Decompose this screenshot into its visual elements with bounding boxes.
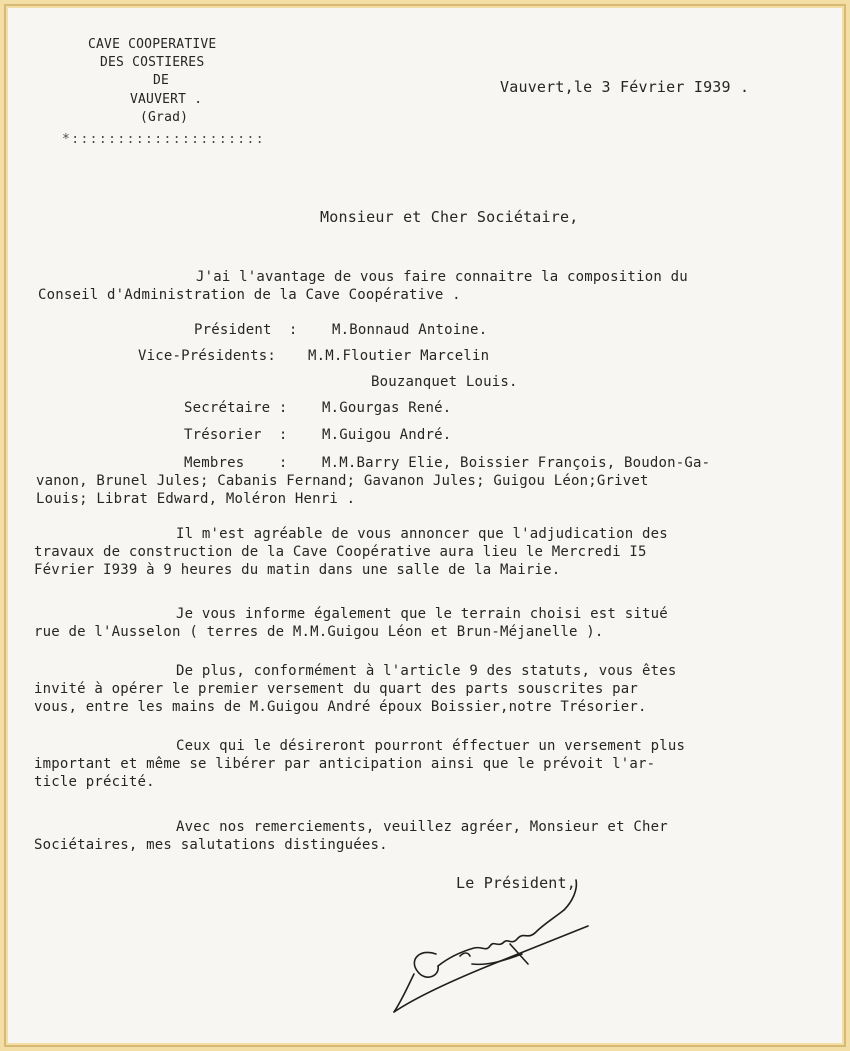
treasurer-name: M.Guigou André. — [322, 427, 452, 443]
sign-off: Le Président, — [456, 874, 576, 892]
versement-line-1: De plus, conformément à l'article 9 des statuts, vous êtes — [176, 663, 677, 679]
versement-line-2: invité à opérer le premier versement du quart des parts souscrites par — [34, 681, 639, 697]
vice-president-name-2: Bouzanquet Louis. — [371, 374, 518, 390]
signature-image — [378, 868, 598, 1018]
salutation: Monsieur et Cher Sociétaire, — [320, 208, 579, 226]
letterhead-line-1: CAVE COOPERATIVE — [88, 37, 217, 52]
letter-page — [8, 8, 842, 1043]
anticipation-line-3: ticle précité. — [34, 774, 155, 790]
anticipation-line-1: Ceux qui le désireront pourront éffectuer un versement plus — [176, 738, 686, 754]
letterhead-line-4: VAUVERT . — [130, 92, 203, 107]
members-line-1: M.M.Barry Elie, Boissier François, Boudon-Ga- — [322, 455, 711, 471]
adjudication-line-1: Il m'est agréable de vous annoncer que l'adjudication des — [176, 526, 668, 542]
terrain-line-2: rue de l'Ausselon ( terres de M.M.Guigou Léon et Brun-Méjanelle ). — [34, 624, 604, 640]
date-line: Vauvert,le 3 Février I939 . — [500, 78, 750, 96]
closing-line-1: Avec nos remerciements, veuillez agréer, Monsieur et Cher — [176, 819, 668, 835]
president-name: M.Bonnaud Antoine. — [332, 322, 488, 338]
vice-president-name-1: M.M.Floutier Marcelin — [308, 348, 490, 364]
secretary-label: Secrétaire : — [184, 400, 288, 416]
closing-line-2: Sociétaires, mes salutations distinguées. — [34, 837, 388, 853]
intro-line-1: J'ai l'avantage de vous faire connaitre la composition du — [196, 269, 688, 285]
letterhead-line-5: (Grad) — [140, 110, 189, 125]
members-line-2: vanon, Brunel Jules; Cabanis Fernand; Gavanon Jules; Guigou Léon;Grivet — [36, 473, 649, 489]
members-label: Membres : — [184, 455, 288, 471]
versement-line-3: vous, entre les mains de M.Guigou André époux Boissier,notre Trésorier. — [34, 699, 647, 715]
letterhead-line-3: DE — [153, 73, 170, 88]
terrain-line-1: Je vous informe également que le terrain choisi est situé — [176, 606, 668, 622]
adjudication-line-3: Février I939 à 9 heures du matin dans une salle de la Mairie. — [34, 562, 561, 578]
treasurer-label: Trésorier : — [184, 427, 288, 443]
secretary-name: M.Gourgas René. — [322, 400, 452, 416]
letterhead-rule: *::::::::::::::::::::: — [62, 132, 265, 147]
adjudication-line-2: travaux de construction de la Cave Coopérative aura lieu le Mercredi I5 — [34, 544, 647, 560]
letterhead-line-2: DES COSTIERES — [100, 55, 205, 70]
anticipation-line-2: important et même se libérer par anticipation ainsi que le prévoit l'ar- — [34, 756, 656, 772]
members-line-3: Louis; Librat Edward, Moléron Henri . — [36, 491, 356, 507]
intro-line-2: Conseil d'Administration de la Cave Coopérative . — [38, 287, 461, 303]
president-label: Président : — [194, 322, 298, 338]
vice-presidents-label: Vice-Présidents: — [138, 348, 277, 364]
